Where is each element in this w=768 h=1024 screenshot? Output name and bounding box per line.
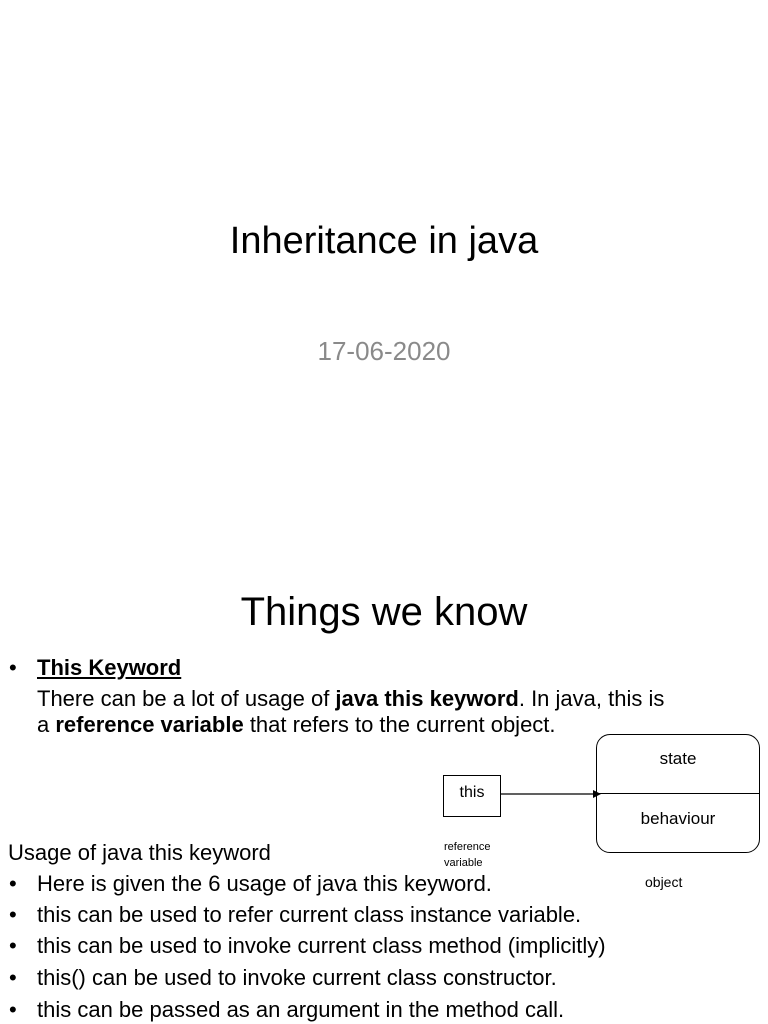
bullet-marker: • bbox=[9, 933, 17, 958]
usage-bullet-text: this can be passed as an argument in the method call. bbox=[37, 997, 565, 1022]
bold-run: reference variable bbox=[55, 712, 244, 737]
content-slide bbox=[0, 576, 768, 1024]
usage-bullet-text: Here is given the 6 usage of java this keyword. bbox=[37, 871, 492, 896]
text-run: a bbox=[37, 712, 56, 737]
description-line-1 bbox=[37, 686, 664, 712]
slide-heading: Things we know bbox=[240, 590, 528, 634]
text-run: . In java, this is bbox=[518, 686, 665, 711]
slide-title: Inheritance in java bbox=[229, 220, 539, 262]
ref-label-line: variable bbox=[444, 857, 483, 869]
bullet-marker: • bbox=[9, 902, 17, 927]
this-reference-box: this bbox=[443, 775, 501, 817]
ref-label-line: reference bbox=[444, 841, 491, 853]
bullet-marker: • bbox=[9, 965, 17, 990]
arrow-icon bbox=[501, 786, 601, 802]
usage-heading: Usage of java this keyword bbox=[8, 840, 271, 865]
reference-variable-label bbox=[444, 839, 514, 871]
bullet-marker: • bbox=[9, 655, 17, 680]
object-state-label: state bbox=[659, 749, 697, 768]
bullet-marker: • bbox=[9, 997, 17, 1022]
usage-bullet-text: this can be used to refer current class instance variable. bbox=[37, 902, 582, 927]
usage-bullet-text: this can be used to invoke current class method (implicitly) bbox=[37, 933, 606, 958]
slide-date: 17-06-2020 bbox=[317, 336, 451, 366]
text-run: that refers to the current object. bbox=[243, 712, 556, 737]
object-label: object bbox=[645, 874, 683, 890]
object-box bbox=[596, 734, 760, 853]
bullet-marker: • bbox=[9, 871, 17, 896]
object-divider bbox=[597, 793, 759, 794]
text-run: There can be a lot of usage of bbox=[37, 686, 336, 711]
description-line-2 bbox=[37, 712, 556, 738]
bold-run: java this keyword bbox=[335, 686, 519, 711]
object-behaviour-label: behaviour bbox=[640, 809, 716, 828]
usage-bullet-text: this() can be used to invoke current class constructor. bbox=[37, 965, 557, 990]
this-keyword-heading: This Keyword bbox=[37, 655, 182, 680]
